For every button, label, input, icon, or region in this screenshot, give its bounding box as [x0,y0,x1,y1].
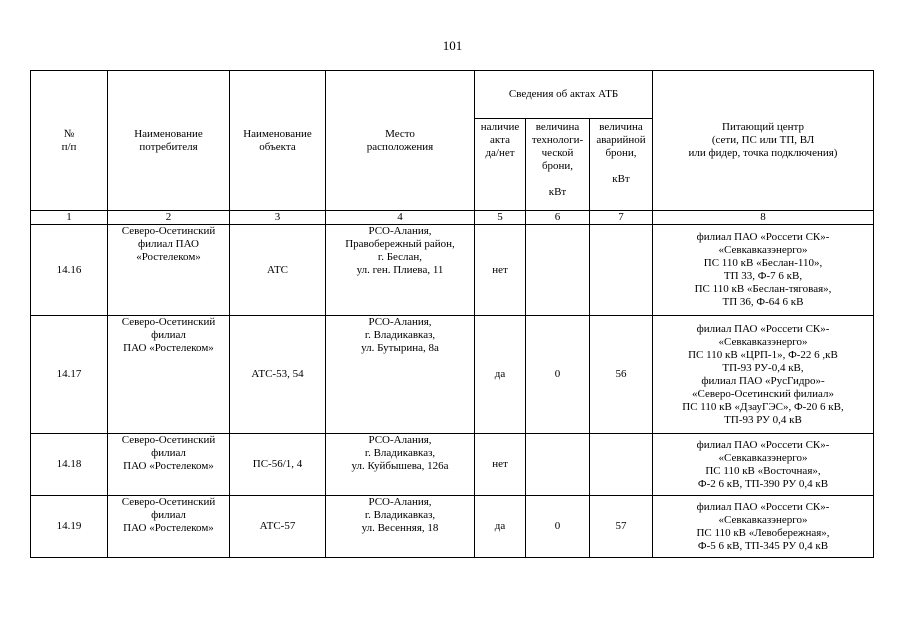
column-number: 3 [230,211,326,225]
header-consumer: Наименование потребителя [108,71,230,211]
column-number: 2 [108,211,230,225]
page-number: 101 [442,38,463,53]
row-location: РСО-Алания, г. Владикавказ, ул. Куйбышева, 126а [326,434,475,496]
row-num: 14.16 [31,225,108,316]
row-power-center: филиал ПАО «Россети СК»- «Севкавказэнерго» ПС 110 кВ «Восточная», Ф-2 6 кВ, ТП-390 РУ 0,4 кВ [653,434,874,496]
row-location: РСО-Алания, г. Владикавказ, ул. Весенняя, 18 [326,496,475,558]
row-tech [526,225,590,316]
row-consumer: Северо-Осетинский филиал ПАО «Ростелеком» [108,316,230,434]
row-consumer: Северо-Осетинский филиал ПАО «Ростелеком» [108,434,230,496]
header-object: Наименование объекта [230,71,326,211]
table-row [31,496,874,558]
column-number: 7 [590,211,653,225]
row-has-act: нет [475,434,526,496]
header-tech-reserve: величина технологи- ческой брони, кВт [526,119,590,211]
row-has-act: нет [475,225,526,316]
row-object: ПС-56/1, 4 [230,434,326,496]
header-has-act: наличие акта да/нет [475,119,526,211]
row-power-center: филиал ПАО «Россети СК»- «Севкавказэнерго» ПС 110 кВ «Беслан-110», ТП 33, Ф-7 6 кВ, ПС 110 кВ «Беслан-тяговая», ТП 36, Ф-64 6 кВ [653,225,874,316]
row-emerg [590,225,653,316]
row-num: 14.19 [31,496,108,558]
row-emerg: 56 [590,316,653,434]
row-num: 14.17 [31,316,108,434]
row-location: РСО-Алания, Правобережный район, г. Беслан, ул. ген. Плиева, 11 [326,225,475,316]
column-number: 4 [326,211,475,225]
row-emerg [590,434,653,496]
row-power-center: филиал ПАО «Россети СК»- «Севкавказэнерго» ПС 110 кВ «ЦРП-1», Ф-22 6 ,кВ ТП-93 РУ-0,4 кВ, филиал ПАО «РусГидро»- «Северо-Осетинский филиал» ПС 110 кВ «ДзауГЭС», Ф-20 6 кВ, ТП-93 РУ 0,4 кВ [653,316,874,434]
header-emerg-reserve: величина аварийной брони, кВт [590,119,653,211]
row-object: АТС-57 [230,496,326,558]
table-row [31,225,874,316]
row-tech: 0 [526,316,590,434]
column-number-row [31,211,874,225]
row-tech [526,434,590,496]
row-num: 14.18 [31,434,108,496]
row-has-act: да [475,316,526,434]
header-num: № п/п [31,71,108,211]
header-power-center: Питающий центр (сети, ПС или ТП, ВЛ или фидер, точка подключения) [653,71,874,211]
header-atb-group: Сведения об актах АТБ [475,71,653,119]
column-number: 6 [526,211,590,225]
row-location: РСО-Алания, г. Владикавказ, ул. Бутырина, 8а [326,316,475,434]
row-object: АТС-53, 54 [230,316,326,434]
row-consumer: Северо-Осетинский филиал ПАО «Ростелеком» [108,225,230,316]
row-object: АТС [230,225,326,316]
column-number: 1 [31,211,108,225]
row-tech: 0 [526,496,590,558]
table-row [31,316,874,434]
row-has-act: да [475,496,526,558]
header-location: Место расположения [326,71,475,211]
column-number: 5 [475,211,526,225]
row-emerg: 57 [590,496,653,558]
column-number: 8 [653,211,874,225]
row-consumer: Северо-Осетинский филиал ПАО «Ростелеком» [108,496,230,558]
atb-table [30,70,874,558]
row-power-center: филиал ПАО «Россети СК»- «Севкавказэнерго» ПС 110 кВ «Левобережная», Ф-5 6 кВ, ТП-345 РУ 0,4 кВ [653,496,874,558]
table-row [31,434,874,496]
